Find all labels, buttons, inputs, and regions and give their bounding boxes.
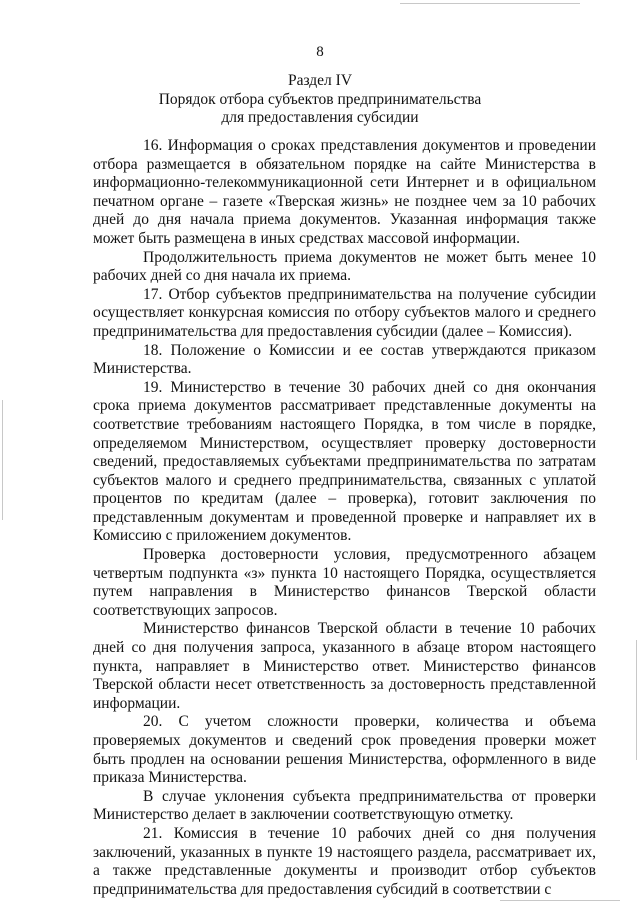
section-title: Раздел IV bbox=[287, 72, 353, 89]
paragraph-20-evasion: В случае уклонения субъекта предпринимательства от проверки Министерство делает в заключении соответствующую отметку. bbox=[93, 787, 596, 824]
paragraph-16: 16. Информация о сроках представления документов и проведении отбора размещается в обязательном порядке на сайте Министерства в информационно-телекоммуникационной сети Интернет и в официальном печатном органе – газете «Тверская жизнь» не позднее чем за 10 рабочих дней до дня начала приема документов. Указанная информация также может быть размещена в иных средствах массовой информации. bbox=[93, 137, 596, 247]
scan-artifact-right bbox=[636, 640, 637, 760]
paragraph-17: 17. Отбор субъектов предпринимательства на получение субсидии осуществляет конкурсная комиссия по отбору субъектов малого и среднего предпринимательства для предоставления субсидии (далее – Комиссия). bbox=[93, 285, 596, 340]
paragraph-19: 19. Министерство в течение 30 рабочих дней со дня окончания срока приема документов рассматривает представленные документы на соответствие требованиям настоящего Порядка, в том числе в порядке, определяемом Министерством, осуществляет проверку достоверности сведений, предоставляемых субъектами предпринимательства по затратам субъектов малого и среднего предпринимательства, связанных с уплатой процентов по кредитам (далее – проверка), готовит заключения по представленным документам и проведенной проверке и направляет их в Комиссию с приложением документов. bbox=[93, 378, 596, 545]
section-heading bbox=[0, 72, 640, 128]
scan-artifact-bottom bbox=[500, 900, 620, 901]
paragraph-21: 21. Комиссия в течение 10 рабочих дней со дня получения заключений, указанных в пункте 19 настоящего раздела, рассматривает их, а также представленные документы и производит отбор субъектов предпринимательства для предоставления субсидий в соответствии с bbox=[93, 824, 596, 898]
scan-artifact-top bbox=[400, 3, 580, 4]
paragraph-18: 18. Положение о Комиссии и ее состав утверждаются приказом Министерства. bbox=[93, 341, 596, 378]
page-number: 8 bbox=[316, 44, 324, 60]
section-subtitle-line-1: Порядок отбора субъектов предпринимательства bbox=[158, 90, 482, 108]
paragraph-16-duration: Продолжительность приема документов не может быть менее 10 рабочих дней со дня начала их приема. bbox=[93, 248, 596, 285]
section-subtitle-line-2: для предоставления субсидии bbox=[221, 109, 419, 127]
paragraph-20: 20. С учетом сложности проверки, количества и объема проверяемых документов и сведений срок проведения проверки может быть продлен на основании решения Министерства, оформленного в виде приказа Министерства. bbox=[93, 713, 596, 787]
paragraph-19-verification: Проверка достоверности условия, предусмотренного абзацем четвертым подпункта «з» пункта 10 настоящего Порядка, осуществляется путем направления в Министерство финансов Тверской области соответствующих запросов. bbox=[93, 546, 596, 619]
scan-artifact-left bbox=[2, 400, 3, 520]
document-body bbox=[93, 137, 596, 899]
paragraph-19-ministry-finance: Министерство финансов Тверской области в течение 10 рабочих дней со дня получения запроса, указанного в абзаце втором настоящего пункта, направляет в Министерство ответ. Министерство финансов Тверской области несет ответственность за достоверность представленной информации. bbox=[93, 620, 596, 712]
